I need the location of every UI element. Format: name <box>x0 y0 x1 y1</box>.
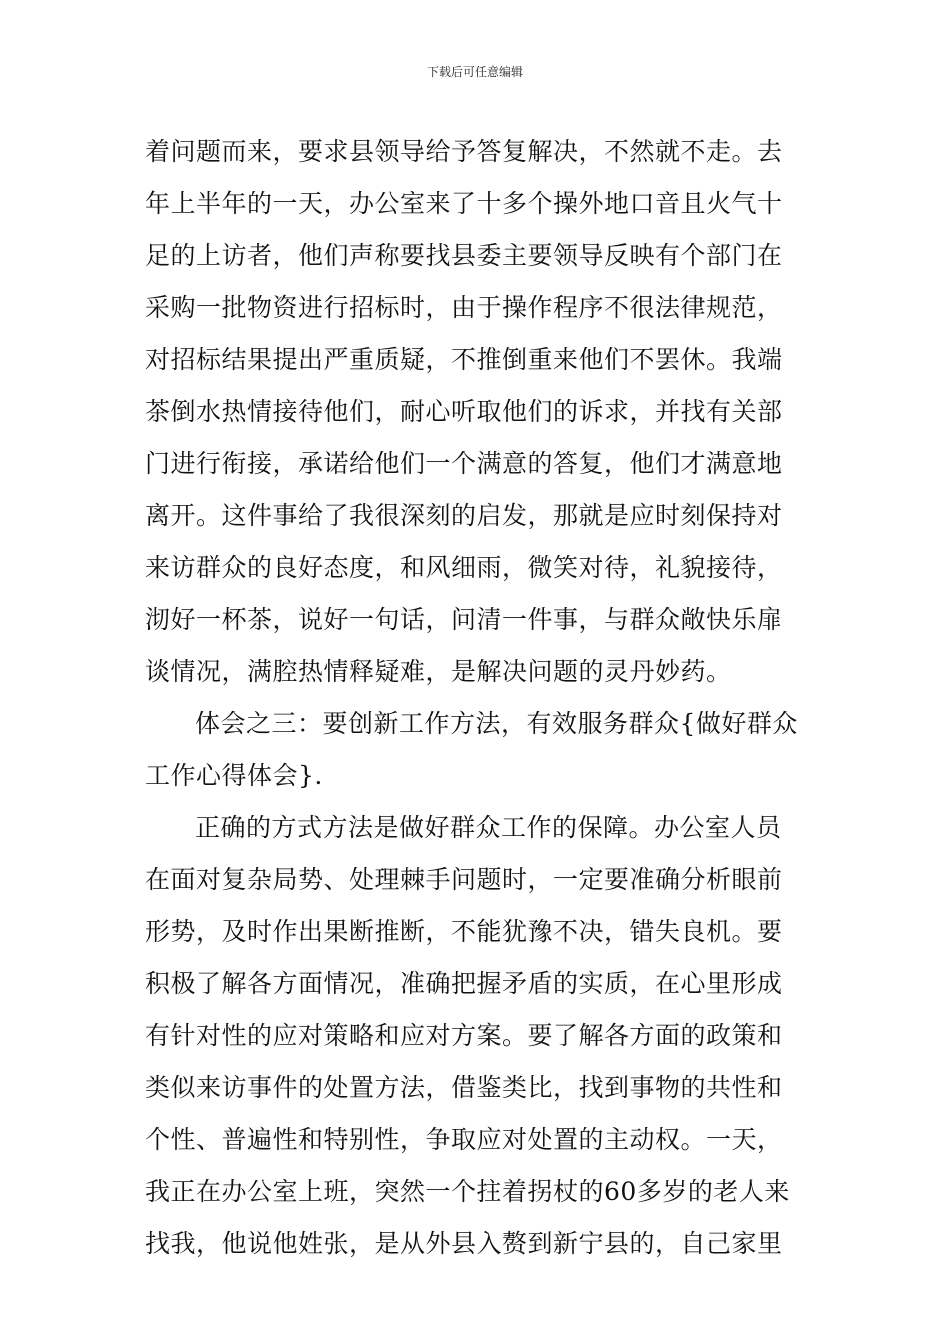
body-line: 门进行衔接，承诺给他们一个满意的答复，他们才满意地 <box>145 449 783 478</box>
body-line: 离开。这件事给了我很深刻的启发，那就是应时刻保持对 <box>145 501 783 530</box>
body-line: 谈情况，满腔热情释疑难，是解决问题的灵丹妙药。 <box>145 657 732 686</box>
body-line: 正确的方式方法是做好群众工作的保障。办公室人员 <box>195 813 782 842</box>
body-line: 沏好一杯茶，说好一句话，问清一件事，与群众敞快乐扉 <box>145 605 783 634</box>
page-header: 下载后可任意编辑 <box>426 65 523 79</box>
section-heading-line: 工作心得体会}. <box>145 761 323 790</box>
body-line: 在面对复杂局势、处理棘手问题时，一定要准确分析眼前 <box>145 865 783 894</box>
section-heading-line: 体会之三：要创新工作方法，有效服务群众{做好群众 <box>195 709 798 738</box>
body-line: 茶倒水热情接待他们，耐心听取他们的诉求，并找有关部 <box>145 397 783 426</box>
body-line: 来访群众的良好态度，和风细雨，微笑对待，礼貌接待， <box>145 553 783 582</box>
body-line: 着问题而来，要求县领导给予答复解决，不然就不走。去 <box>145 137 783 166</box>
body-line: 个性、普遍性和特别性，争取应对处置的主动权。一天， <box>145 1125 783 1154</box>
body-line: 形势，及时作出果断推断，不能犹豫不决，错失良机。要 <box>145 917 783 946</box>
body-line: 积极了解各方面情况，准确把握矛盾的实质，在心里形成 <box>145 969 783 998</box>
body-line: 找我，他说他姓张，是从外县入赘到新宁县的，自己家里 <box>145 1229 783 1258</box>
body-line: 采购一批物资进行招标时，由于操作程序不很法律规范， <box>145 293 783 322</box>
body-line: 对招标结果提出严重质疑，不推倒重来他们不罢休。我端 <box>145 345 783 374</box>
body-line: 年上半年的一天，办公室来了十多个操外地口音且火气十 <box>145 189 783 218</box>
body-line: 有针对性的应对策略和应对方案。要了解各方面的政策和 <box>145 1021 783 1050</box>
body-line: 我正在办公室上班，突然一个拄着拐杖的60多岁的老人来 <box>145 1177 790 1206</box>
body-line: 类似来访事件的处置方法，借鉴类比，找到事物的共性和 <box>145 1073 783 1102</box>
body-line: 足的上访者，他们声称要找县委主要领导反映有个部门在 <box>145 241 783 270</box>
